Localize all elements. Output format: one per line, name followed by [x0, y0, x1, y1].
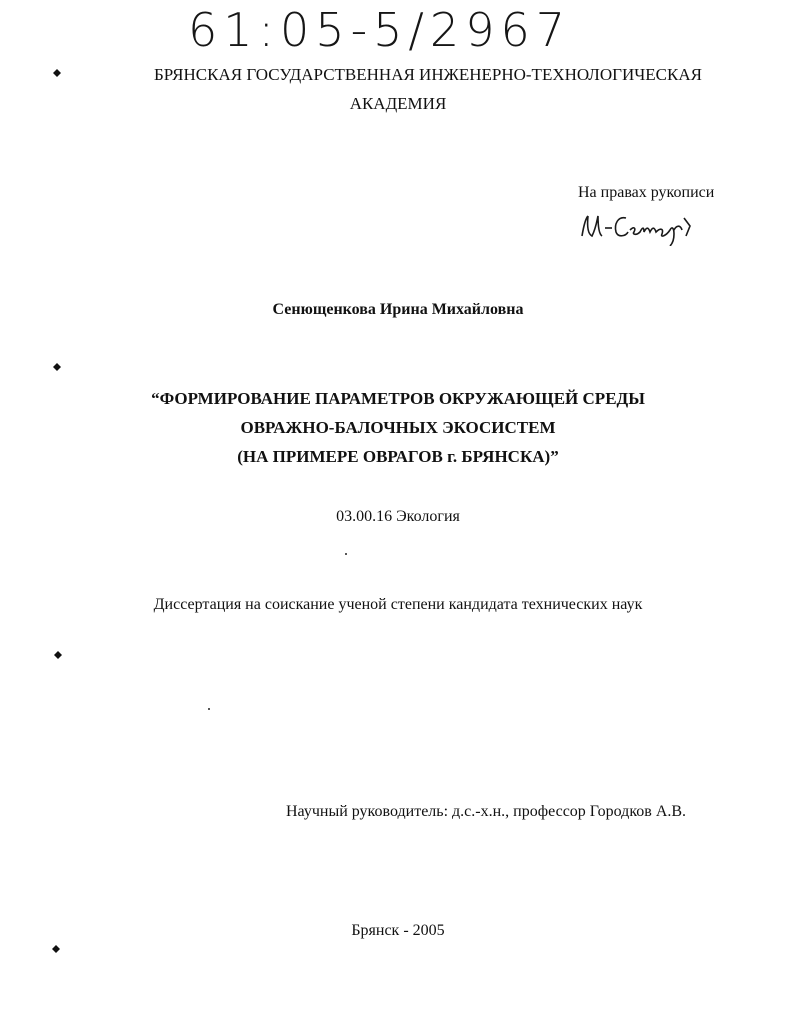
- scientific-supervisor: Научный руководитель: д.с.-х.н., профессор Городков А.В.: [286, 803, 687, 820]
- rights-note: На правах рукописи: [578, 184, 715, 201]
- degree-statement: Диссертация на соискание ученой степени кандидата технических наук: [153, 596, 643, 613]
- dissertation-title-line2: ОВРАЖНО-БАЛОЧНЫХ ЭКОСИСТЕМ: [240, 418, 556, 437]
- author-name: Сенющенкова Ирина Михайловна: [272, 301, 524, 318]
- archive-number: 61:05-5/2967: [188, 3, 571, 57]
- scan-speck: [345, 553, 347, 555]
- binding-hole-mark: [53, 650, 63, 660]
- dissertation-title-line1: “ФОРМИРОВАНИЕ ПАРАМЕТРОВ ОКРУЖАЮЩЕЙ СРЕДЫ: [151, 389, 645, 408]
- binding-hole-mark: [51, 944, 61, 954]
- institution-name-line1: БРЯНСКАЯ ГОСУДАРСТВЕННАЯ ИНЖЕНЕРНО-ТЕХНОЛОГИЧЕСКАЯ: [154, 65, 702, 84]
- scan-speck: [208, 708, 210, 710]
- author-signature: [578, 206, 708, 246]
- city-year: Брянск - 2005: [351, 922, 445, 939]
- institution-name-line2: АКАДЕМИЯ: [349, 94, 447, 113]
- dissertation-title-line3: (НА ПРИМЕРЕ ОВРАГОВ г. БРЯНСКА)”: [237, 447, 559, 466]
- binding-hole-mark: [52, 362, 62, 372]
- specialty-code: 03.00.16 Экология: [336, 508, 460, 525]
